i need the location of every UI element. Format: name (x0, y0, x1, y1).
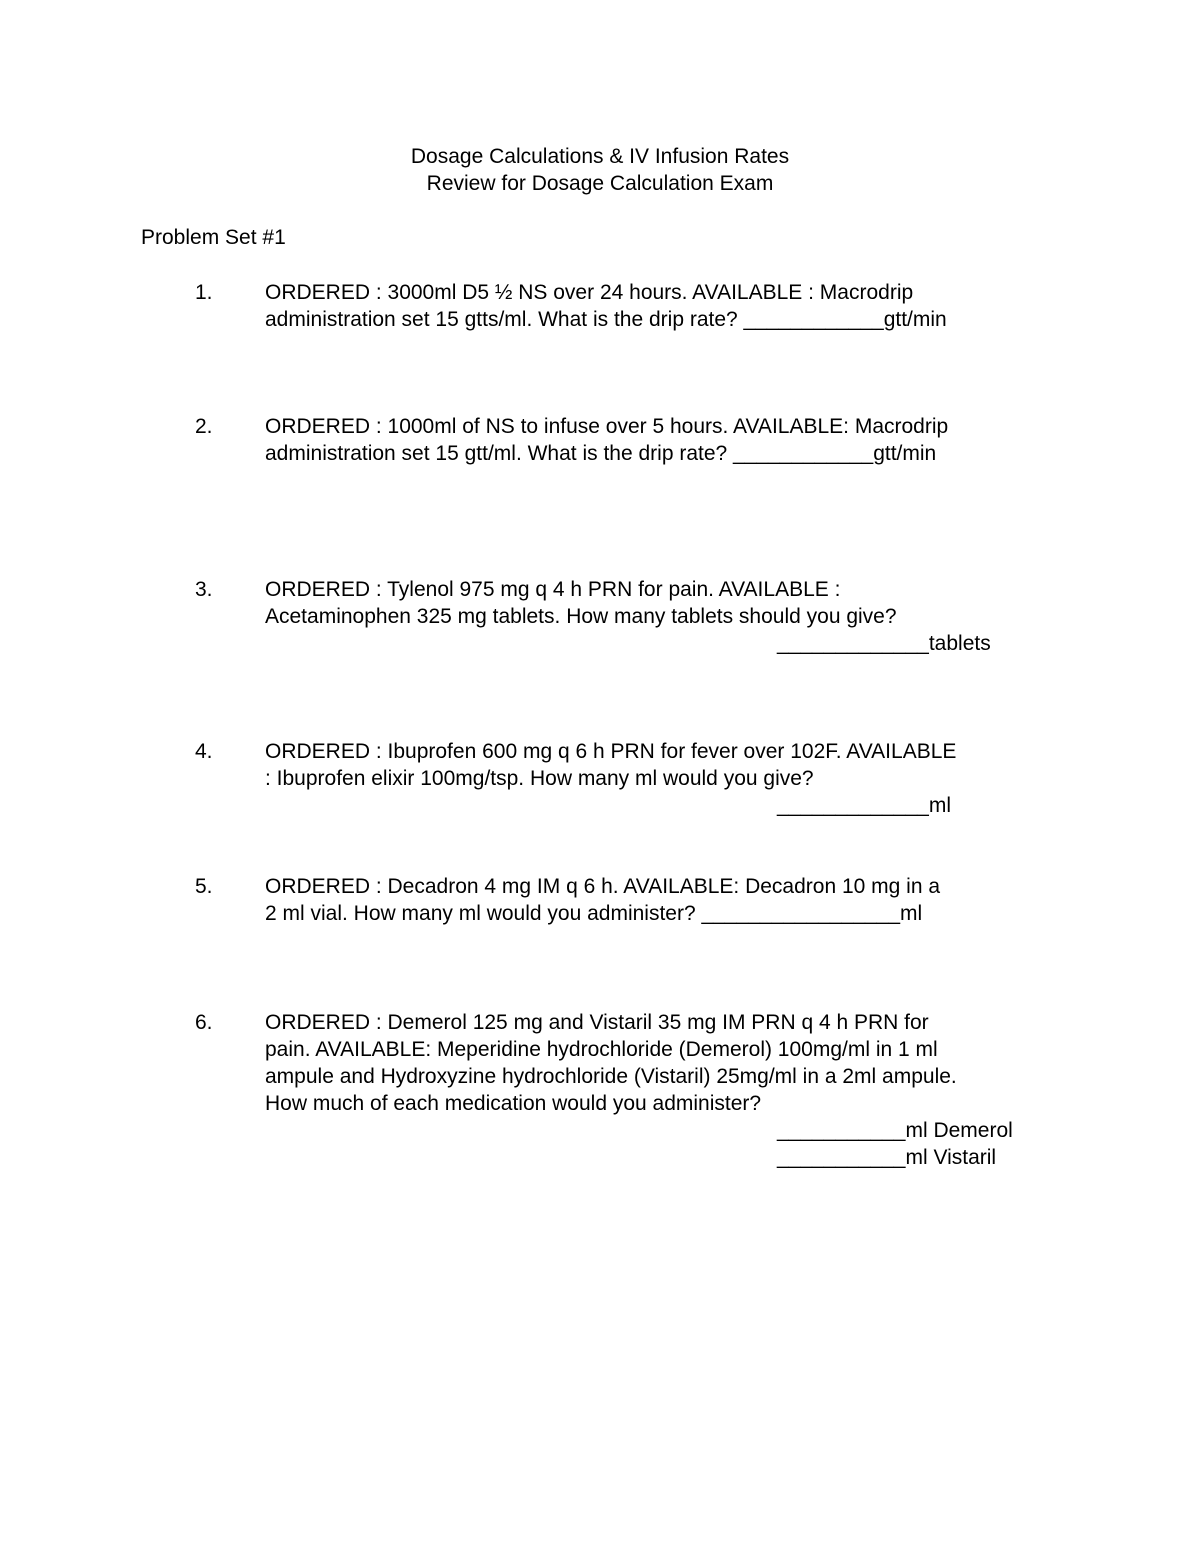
problem-line: ORDERED : Tylenol 975 mg q 4 h PRN for pain. AVAILABLE : (265, 578, 841, 601)
problem-text (265, 873, 1065, 927)
problem-text (265, 576, 1065, 657)
document-title: Dosage Calculations & IV Infusion Rates (410, 145, 790, 168)
problem-line: administration set 15 gtts/ml. What is the drip rate? ____________gtt/min (265, 308, 947, 331)
problem-line: administration set 15 gtt/ml. What is the drip rate? ____________gtt/min (265, 442, 937, 465)
problem-line: ORDERED : Decadron 4 mg IM q 6 h. AVAILABLE: Decadron 10 mg in a (265, 875, 941, 898)
problem-text (265, 738, 1065, 819)
answer-blank-vistaril[interactable]: ___________ml Vistaril (777, 1146, 997, 1169)
answer-blank-demerol[interactable]: ___________ml Demerol (777, 1119, 1013, 1142)
problem-line: ORDERED : Ibuprofen 600 mg q 6 h PRN for fever over 102F. AVAILABLE (265, 740, 957, 763)
problem-line: ORDERED : 1000ml of NS to infuse over 5 hours. AVAILABLE: Macrodrip (265, 415, 949, 438)
answer-blank[interactable]: _____________ml (777, 794, 951, 817)
document-subtitle: Review for Dosage Calculation Exam (426, 172, 774, 195)
problem-line: ORDERED : 3000ml D5 ½ NS over 24 hours. AVAILABLE : Macrodrip (265, 281, 914, 304)
problem-line: : Ibuprofen elixir 100mg/tsp. How many ml would you give? (265, 767, 814, 790)
problem-number: 1. (195, 281, 213, 304)
problem-text (265, 279, 1065, 333)
problem-number: 6. (195, 1011, 213, 1034)
problem-line: pain. AVAILABLE: Meperidine hydrochloride (Demerol) 100mg/ml in 1 ml (265, 1038, 938, 1061)
problem-text (265, 1009, 1065, 1171)
problem-line: How much of each medication would you administer? (265, 1092, 762, 1115)
problem-number: 3. (195, 578, 213, 601)
problem-line: 2 ml vial. How many ml would you administer? _________________ml (265, 902, 923, 925)
answer-blank[interactable]: _____________tablets (777, 632, 991, 655)
problem-number: 5. (195, 875, 213, 898)
problem-number: 2. (195, 415, 213, 438)
problem-line: ORDERED : Demerol 125 mg and Vistaril 35 mg IM PRN q 4 h PRN for (265, 1011, 929, 1034)
problem-line: ampule and Hydroxyzine hydrochloride (Vistaril) 25mg/ml in a 2ml ampule. (265, 1065, 957, 1088)
problem-text (265, 413, 1065, 467)
section-label: Problem Set #1 (141, 226, 286, 249)
problem-line: Acetaminophen 325 mg tablets. How many tablets should you give? (265, 605, 897, 628)
problem-number: 4. (195, 740, 213, 763)
